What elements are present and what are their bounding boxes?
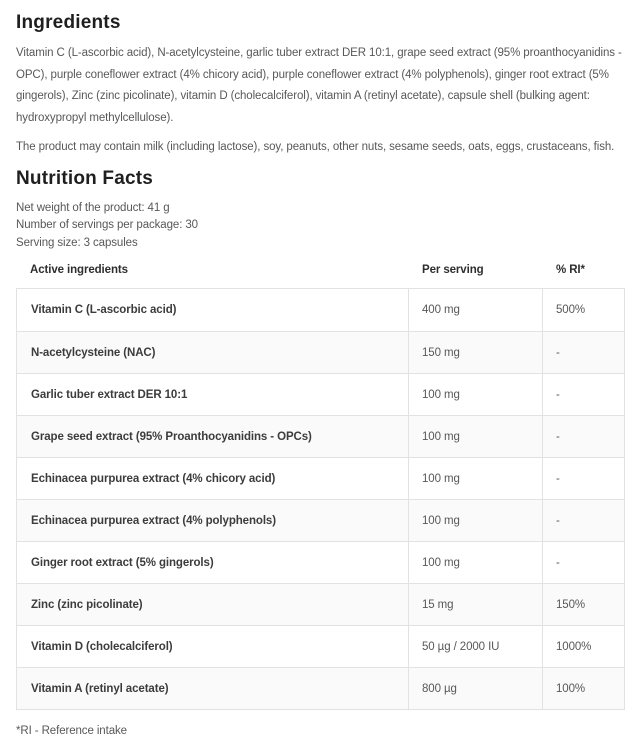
table-row	[17, 583, 624, 625]
ingredient-name-cell: Vitamin D (cholecalciferol)	[31, 640, 173, 653]
per-serving-cell: 100 mg	[408, 542, 542, 583]
ri-cell: 500%	[542, 289, 624, 331]
nutrition-table-body	[16, 288, 625, 710]
ingredient-name-cell: Echinacea purpurea extract (4% polyphenols)	[31, 514, 276, 527]
table-row	[17, 499, 624, 541]
ingredient-name-cell: Vitamin A (retinyl acetate)	[31, 682, 169, 695]
ingredient-name-cell: Vitamin C (L-ascorbic acid)	[31, 304, 177, 316]
per-serving-cell: 150 mg	[408, 332, 542, 373]
ri-cell: -	[542, 500, 624, 541]
table-row	[17, 667, 624, 709]
ingredient-name-cell: Garlic tuber extract DER 10:1	[31, 388, 188, 401]
per-serving-cell: 100 mg	[408, 374, 542, 415]
nutrition-meta	[16, 200, 625, 253]
per-serving-cell: 800 µg	[408, 668, 542, 709]
ingredient-name-cell: Ginger root extract (5% gingerols)	[31, 556, 214, 569]
table-row	[17, 331, 624, 373]
per-serving-cell: 50 µg / 2000 IU	[408, 626, 542, 667]
serving-size-line: Serving size: 3 capsules	[16, 236, 138, 249]
ingredient-name-cell: Grape seed extract (95% Proanthocyanidins - OPCs)	[31, 430, 312, 443]
header-per-serving: Per serving	[422, 264, 484, 276]
ri-cell: 1000%	[542, 626, 624, 667]
per-serving-cell: 400 mg	[408, 289, 542, 331]
ri-cell: -	[542, 542, 624, 583]
ri-cell: 150%	[542, 584, 624, 625]
ingredients-description: Vitamin C (L-ascorbic acid), N-acetylcysteine, garlic tuber extract DER 10:1, grape seed extract (95% proanthocyanidins - OPC), purple coneflower extract (4% chicory acid), purple coneflower extract (4% polyphenols), ginger root extract (5% gingerols), Zinc (zinc picolinate), vitamin D (cholecalciferol), vitamin A (retinyl acetate), capsule shell (bulking agent: hydroxypropyl methylcellulose).	[16, 47, 622, 124]
per-serving-cell: 15 mg	[408, 584, 542, 625]
ingredient-name-cell: N-acetylcysteine (NAC)	[31, 346, 156, 359]
table-row	[17, 415, 624, 457]
per-serving-cell: 100 mg	[408, 458, 542, 499]
table-row	[17, 625, 624, 667]
ri-cell: 100%	[542, 668, 624, 709]
header-active-ingredients: Active ingredients	[30, 264, 128, 276]
allergen-note: The product may contain milk (including lactose), soy, peanuts, other nuts, sesame seeds, oats, eggs, crustaceans, fish.	[16, 141, 615, 153]
ri-cell: -	[542, 416, 624, 457]
servings-per-package-line: Number of servings per package: 30	[16, 219, 198, 231]
per-serving-cell: 100 mg	[408, 416, 542, 457]
nutrition-facts-title: Nutrition Facts	[16, 167, 154, 189]
ri-cell: -	[542, 374, 624, 415]
per-serving-cell: 100 mg	[408, 500, 542, 541]
ri-cell: -	[542, 332, 624, 373]
net-weight-line: Net weight of the product: 41 g	[16, 201, 170, 214]
ingredients-title: Ingredients	[16, 12, 121, 33]
ri-cell: -	[542, 458, 624, 499]
table-row	[17, 289, 624, 331]
table-row	[17, 541, 624, 583]
ingredient-name-cell: Zinc (zinc picolinate)	[31, 598, 143, 611]
nutrition-table-header	[16, 262, 625, 278]
header-ri: % RI*	[556, 264, 585, 276]
table-row	[17, 373, 624, 415]
ri-footnote: *RI - Reference intake	[16, 725, 127, 737]
table-row	[17, 457, 624, 499]
ingredient-name-cell: Echinacea purpurea extract (4% chicory acid)	[31, 472, 276, 485]
